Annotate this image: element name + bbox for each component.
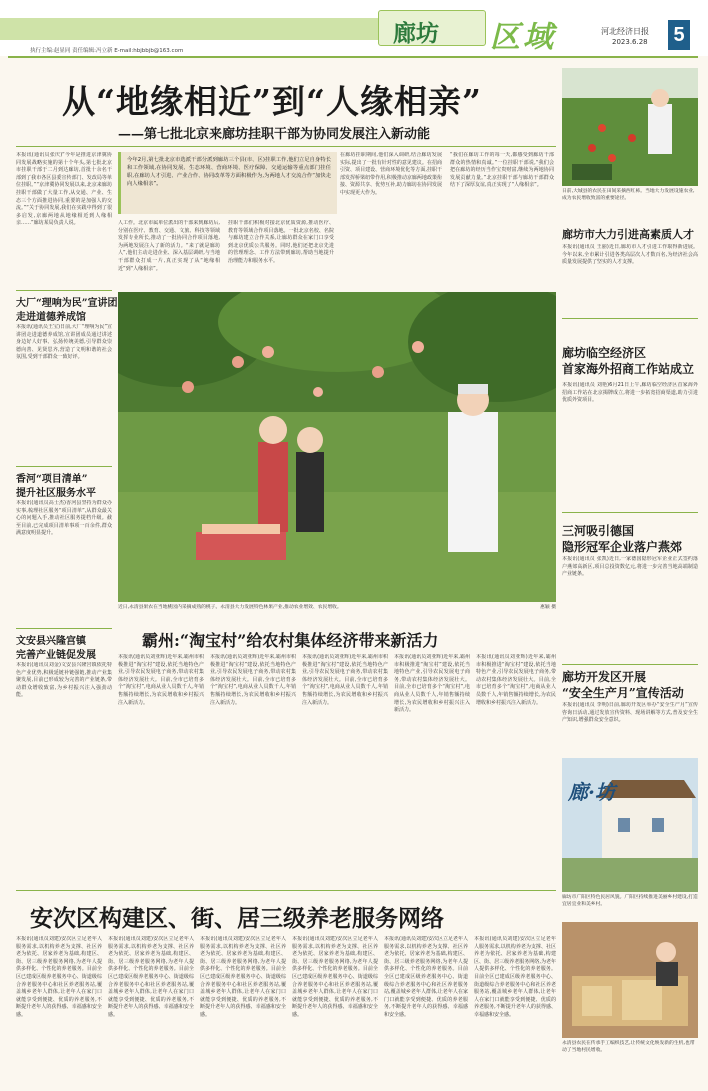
tomato-caption: 日前,大城县的农民在田间采摘西红柿。当地大力发展设施农业,成为农民增收致富的重要途径。 (562, 189, 695, 201)
tomato-farm-illustration (562, 68, 698, 186)
lead-headline: 从“地缘相近”到“人缘相亲” (62, 82, 482, 121)
masthead (0, 0, 708, 62)
right-s7-body: 本报讯(通讯员 张凯)近日,一家德国隐形冠军企业正式签约落户燕郊高新区,项目总投资数亿元,将进一步完善当地高端制造产业链条。 (562, 556, 698, 578)
left-divider-2 (16, 466, 112, 467)
bottom-col-4: 本报讯(通讯员刘建)安次区立足老年人服务需求,以机构养老为支撑、社区养老为依托、居家养老为基础,构建区、街、居三级养老服务网络,为老年人提供多样化、个性化的养老服务。目前全区已建成区级养老服务中心、街道级综合养老服务中心和社区养老服务站,覆盖城乡老年人群体,让老年人在家门口就能享受到便捷、优质的养老服务,不断提升老年人的获得感、幸福感和安全感。 (292, 936, 378, 1018)
right-s8-title2: “安全生产月”宣传活动 (562, 686, 684, 700)
bazhou-col-1: 本报讯(通讯员刘亚辉)近年来,霸州市积极推进“淘宝村”建设,依托当地特色产业,引导农民发展电子商务,带动农村集体经济发展壮大。目前,全市已培育多个“淘宝村”,电商从业人员数千人,年销售额持续增长,为农民增收和乡村振兴注入新活力。 (118, 654, 204, 706)
bottom-rule (16, 890, 556, 891)
page-number-box (668, 20, 690, 50)
lead-subtitle: ——第七批北京来廊坊挂职干部为协同发展注入新动能 (118, 127, 431, 142)
paper-name: 河北经济日报 (601, 27, 649, 36)
right-s6-title: 廊坊临空经济区 (562, 346, 647, 360)
bottom-col-5: 本报讯(通讯员刘建)安次区立足老年人服务需求,以机构养老为支撑、社区养老为依托、居家养老为基础,构建区、街、居三级养老服务网络,为老年人提供多样化、个性化的养老服务。目前全区已建成区级养老服务中心、街道级综合养老服务中心和社区养老服务站,覆盖城乡老年人群体,让老年人在家门口就能享受到便捷、优质的养老服务,不断提升老年人的获得感、幸福感和安全感。 (384, 936, 468, 1018)
peach-orchard-photo (118, 292, 556, 602)
weaving-illustration (562, 922, 698, 1038)
bottom-headline: 安次区构建区、街、居三级养老服务网络 (30, 905, 444, 932)
lead-rule (16, 146, 556, 147)
promo-title: 廊·坊 (568, 780, 615, 804)
lead-column-1: 本报讯(通讯员张庆)“今年是推进京津冀协同发展战略实施的第十个年头,第七批北京市挂职干部于二月到达廊坊,首批十余名干部到了我市各区县委宣传部门、发改局等单位挂职。”“京津冀协同发展以来,北京来廊坊挂职干部做了大量工作,从交通、产业、生态三个方面推进协同,重要的是加强人的交流。”“关于协同发展,我们在实践中得到了很多启发,京廊两地从地缘相近到人缘相亲……”廊坊某局负责人说。 (16, 152, 112, 227)
right-s5-title: 廊坊市大力引进高素质人才 (562, 228, 694, 241)
left-s2-title2: 提升社区服务水平 (16, 488, 96, 499)
issue-date: 2023.6.28 (612, 38, 648, 46)
lead-column-4: 在廊坊挂职期间,他们深入调研,结合廊坊发展实际,提出了一批有针对性的意见建议。在招商引资、项目建设、营商环境优化等方面,挂职干部发挥桥梁纽带作用,积极推动京廊两地政策衔接、资源共享、优势互补,助力廊坊在协同发展中实现更大作为。 (340, 152, 442, 196)
lead-summary: 今年2月,第七批北京市选派干部分派到廊坊三个县(市、区)挂职工作,他们立足自身特长和工作领域,在协同发展、生态环境、营商环境、医疗保障、交通运输等重点部门挂任职,在廊坊人才引进、产业合作、协同改革等方面积极作为,为两地人才交流合作“加快走向人缘相亲”。 (127, 157, 331, 187)
bottom-col-1: 本报讯(通讯员刘建)安次区立足老年人服务需求,以机构养老为支撑、社区养老为依托、居家养老为基础,构建区、街、居三级养老服务网络,为老年人提供多样化、个性化的养老服务。目前全区已建成区级养老服务中心、街道级综合养老服务中心和社区养老服务站,覆盖城乡老年人群体,让老年人在家门口就能享受到便捷、优质的养老服务,不断提升老年人的获得感、幸福感和安全感。 (16, 936, 102, 1018)
left-s2-title: 香河“项目清单” (16, 474, 88, 485)
right-s8-title: 廊坊开发区开展 (562, 670, 647, 684)
left-s1-title2: 走进道德养成馆 (16, 312, 86, 323)
bazhou-col-4: 本报讯(通讯员刘亚辉)近年来,霸州市积极推进“淘宝村”建设,依托当地特色产业,引导农民发展电子商务,带动农村集体经济发展壮大。目前,全市已培育多个“淘宝村”,电商从业人员数千人,年销售额持续增长,为农民增收和乡村振兴注入新活力。 (394, 654, 470, 714)
photo-caption (118, 604, 556, 622)
bottom-col-6: 本报讯(通讯员刘建)安次区立足老年人服务需求,以机构养老为支撑、社区养老为依托、居家养老为基础,构建区、街、居三级养老服务网络,为老年人提供多样化、个性化的养老服务。目前全区已建成区级养老服务中心、街道级综合养老服务中心和社区养老服务站,覆盖城乡老年人群体,让老年人在家门口就能享受到便捷、优质的养老服务,不断提升老年人的获得感、幸福感和安全感。 (474, 936, 556, 1018)
lead-column-5: “我们在廊坊工作的每一天,都感受到廊坊干部群众的热情和真诚。”一位挂职干部说,“我们会把在廊坊的经历当作宝贵财富,继续为两地协同发展贡献力量。”北京挂职干部与廊坊干部群众结下了深厚友谊,真正实现了“人缘相亲”。 (450, 152, 554, 189)
left-s3-body: 本报讯(通讯员刘金)文安县兴隆宫镇依托特色产业优势,积极延链补链强链,推动产业集聚发展,目前已形成较为完善的产业链条,带动群众增收致富,为乡村振兴注入强劲动能。 (16, 662, 112, 699)
left-divider-3 (16, 628, 112, 629)
left-s1-title: 大厂“理响为民”宣讲团 (16, 298, 118, 309)
right-s6-body: 本报讯(通讯员 刘艳)6月21日上午,廊坊临空经济区首家海外招商工作站在北京揭牌成立,将进一步拓宽招商渠道,助力引进优质外资项目。 (562, 382, 698, 404)
lead-column-2: 人工作。北京市属单位派出的干部来到廊坊后,分别在医疗、教育、交通、文旅、科技等领域发挥专业所长,推动了一批协同合作项目落地,为两地发展注入了新的活力。“来了就是廊坊人”,他们主动走进企业、深入基层调研,与当地干部群众打成一片,真正实现了从“地缘相近”到“人缘相亲”。 (118, 220, 220, 272)
promo-panel (562, 758, 698, 892)
left-s3-title2: 完善产业链促发展 (16, 650, 96, 661)
bazhou-col-3: 本报讯(通讯员刘亚辉)近年来,霸州市积极推进“淘宝村”建设,依托当地特色产业,引导农民发展电子商务,带动农村集体经济发展壮大。目前,全市已培育多个“淘宝村”,电商从业人员数千人,年销售额持续增长,为农民增收和乡村振兴注入新活力。 (302, 654, 388, 706)
weaving-caption: 永清县农民在传承手工编织技艺,让传统文化焕发新的生机,也带动了当地村民增收。 (562, 1041, 695, 1053)
bottom-col-2: 本报讯(通讯员刘建)安次区立足老年人服务需求,以机构养老为支撑、社区养老为依托、居家养老为基础,构建区、街、居三级养老服务网络,为老年人提供多样化、个性化的养老服务。目前全区已建成区级养老服务中心、街道级综合养老服务中心和社区养老服务站,覆盖城乡老年人群体,让老年人在家门口就能享受到便捷、优质的养老服务,不断提升老年人的获得感、幸福感和安全感。 (108, 936, 194, 1018)
region-tab (378, 10, 486, 46)
lead-summary-box (118, 152, 337, 214)
photo-caption-text: 近日,永清县果农在当地桃园内采摘成熟的桃子。永清县大力发展特色林果产业,推动农业增效、农民增收。 (118, 605, 342, 610)
weaving-photo (562, 922, 698, 1038)
left-s3-title: 文安县兴隆宫镇 (16, 636, 86, 647)
masthead-rule (8, 56, 698, 58)
right-s6-title2: 首家海外招商工作站成立 (562, 362, 695, 376)
left-s2-body: 本报讯(通讯员高士杰)香河县坚持为群众办实事,梳理社区服务“项目清单”,从群众最关心的问题入手,推动社区服务提档升级。截至目前,已完成项目清单事项一百余件,群众满意度明显提升。 (16, 500, 112, 537)
green-banner (0, 18, 380, 40)
bottom-col-3: 本报讯(通讯员刘建)安次区立足老年人服务需求,以机构养老为支撑、社区养老为依托、居家养老为基础,构建区、街、居三级养老服务网络,为老年人提供多样化、个性化的养老服务。目前全区已建成区级养老服务中心、街道级综合养老服务中心和社区养老服务站,覆盖城乡老年人群体,让老年人在家门口就能享受到便捷、优质的养老服务,不断提升老年人的获得感、幸福感和安全感。 (200, 936, 286, 1018)
region-deco: 区域 (490, 20, 556, 55)
left-divider (16, 290, 112, 291)
right-s7-title2: 隐形冠军企业落户燕郊 (562, 540, 683, 554)
bazhou-headline: 霸州:“淘宝村”给农村集体经济带来新活力 (142, 631, 439, 650)
right-s5-body: 本报讯(通讯员 王丽)近日,廊坊市人才引进工作取得新进展。今年以来,全市累计引进各类高层次人才数百名,为经济社会高质量发展提供了坚实的人才支撑。 (562, 244, 698, 266)
promo-caption: 廊坊市广阳区特色民居风貌。广阳区持续推进美丽乡村建设,打造宜居宜业和美乡村。 (562, 895, 698, 907)
page-number: 5 (673, 24, 685, 46)
right-divider-2 (562, 512, 698, 513)
bazhou-col-5: 本报讯(通讯员刘亚辉)近年来,霸州市积极推进“淘宝村”建设,依托当地特色产业,引导农民发展电子商务,带动农村集体经济发展壮大。目前,全市已培育多个“淘宝村”,电商从业人员数千人,年销售额持续增长,为农民增收和乡村振兴注入新活力。 (476, 654, 556, 706)
tomato-farm-photo (562, 68, 698, 186)
left-s1-body: 本报讯(通讯员王宝)日前,大厂“理响为民”宣讲团走进道德养成馆,宣讲团成员通过讲述身边好人好事、弘扬传统美德,引导群众崇德向善、见贤思齐,营造了文明和谐的社会氛围,受到干部群众一致好评。 (16, 324, 112, 361)
region-label: 廊坊 (393, 20, 439, 47)
photo-credit: 惠颖 摄 (540, 605, 556, 610)
editor-line: 执行主编:赵显同 责任编辑:冯立新 E-mail:hbjbbjb@163.com (30, 48, 184, 54)
right-s7-title: 三河吸引德国 (562, 524, 635, 538)
right-divider-1 (562, 318, 698, 319)
bazhou-col-2: 本报讯(通讯员刘亚辉)近年来,霸州市积极推进“淘宝村”建设,依托当地特色产业,引导农民发展电子商务,带动农村集体经济发展壮大。目前,全市已培育多个“淘宝村”,电商从业人员数千人,年销售额持续增长,为农民增收和乡村振兴注入新活力。 (210, 654, 296, 706)
lead-column-3: 挂职干部们积极对接北京优质资源,推动医疗、教育等领域合作项目落地。一批北京名校、名院与廊坊建立合作关系,让廊坊群众在家门口享受到北京优质公共服务。同时,他们还把北京先进的管理理念、工作方法带到廊坊,帮助当地提升治理能力和服务水平。 (228, 220, 334, 264)
peach-orchard-illustration (118, 292, 556, 602)
right-divider-3 (562, 664, 698, 665)
right-s8-body: 本报讯(通讯员 李明)日前,廊坊开发区举办“安全生产月”宣传咨询日活动,通过发放宣传资料、现场讲解等方式,普及安全生产知识,增强群众安全意识。 (562, 702, 698, 724)
